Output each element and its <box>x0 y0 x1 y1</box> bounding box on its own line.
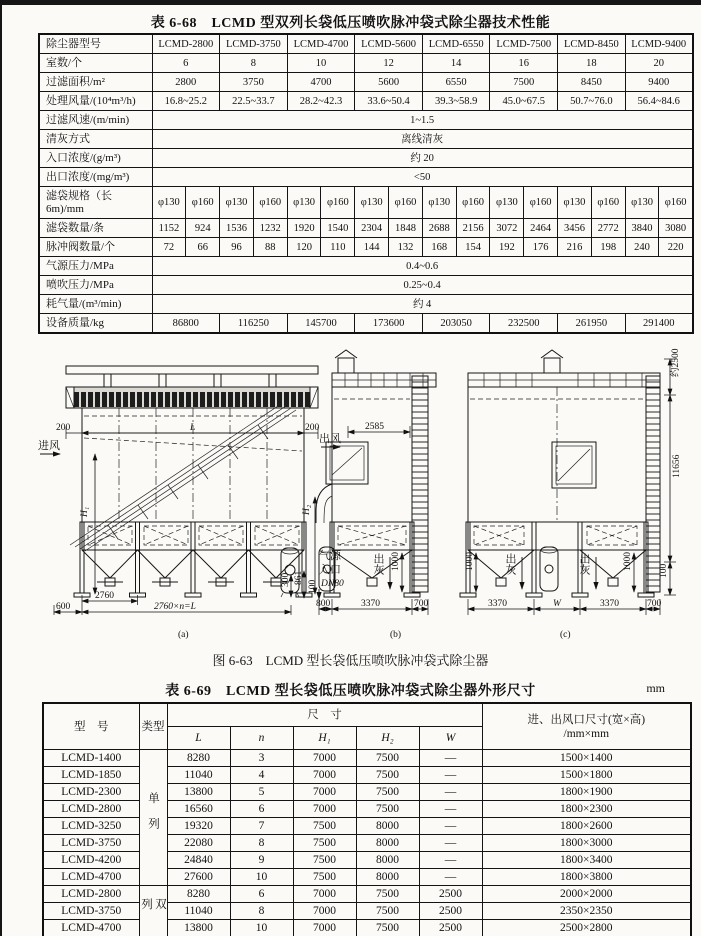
t69-dim-cell: 3 <box>230 750 293 767</box>
t68-cell: φ160 <box>456 187 490 219</box>
t68-cell: 14 <box>422 54 490 73</box>
t69-dim-cell: 7500 <box>293 869 356 886</box>
t68-cell: LCMD-4700 <box>287 34 355 54</box>
t68-row-14 <box>39 314 693 334</box>
t68-cell: 10 <box>287 54 355 73</box>
t68-cell: 232500 <box>490 314 558 334</box>
t68-cell: φ130 <box>558 187 592 219</box>
dim-861: 861 <box>294 570 304 585</box>
t69-dim-cell: 7000 <box>293 767 356 784</box>
t68-row-5 <box>39 130 693 149</box>
t68-cell: 3072 <box>490 219 524 238</box>
t68-row-9 <box>39 219 693 238</box>
t69-port-cell: 1800×1900 <box>482 784 691 801</box>
t68-cell: φ130 <box>287 187 321 219</box>
t69-dim-cell: 2500 <box>419 903 482 920</box>
t68-row-label: 过滤风速/(m/min) <box>39 111 152 130</box>
t68-cell: 216 <box>558 238 592 257</box>
dim-600: 600 <box>56 602 71 612</box>
t69-dim-cell: 24840 <box>167 852 230 869</box>
t69-dim-cell: 7500 <box>293 852 356 869</box>
t69-header-port-line2: /mm×mm <box>563 727 610 740</box>
t68-cell: φ130 <box>152 187 186 219</box>
t68-cell: 168 <box>422 238 456 257</box>
t68-cell: 8450 <box>558 73 626 92</box>
dim-200-right: 200 <box>305 423 320 433</box>
dim-800: 800 <box>316 599 331 609</box>
scan-edge-left <box>0 0 2 936</box>
t69-dim-cell: 2500 <box>419 920 482 936</box>
t68-cell: 4700 <box>287 73 355 92</box>
t69-dim-cell: — <box>419 784 482 801</box>
sublabel-a: (a) <box>178 630 189 640</box>
t68-row-6 <box>39 149 693 168</box>
t69-port-cell: 1500×1400 <box>482 750 691 767</box>
t68-cell: 3840 <box>625 219 659 238</box>
scan-edge-top <box>0 0 701 5</box>
t69-dim-cell: 7500 <box>356 750 419 767</box>
t69-dim-cell: 7000 <box>293 784 356 801</box>
t68-cell: φ130 <box>490 187 524 219</box>
t68-cell: 291400 <box>625 314 693 334</box>
t68-cell: 20 <box>625 54 693 73</box>
t69-port-cell: 2000×2000 <box>482 886 691 903</box>
t69-dim-cell: 7000 <box>293 750 356 767</box>
t69-dim-cell: 11040 <box>167 767 230 784</box>
t68-row-7 <box>39 168 693 187</box>
t69-dim-cell: 7500 <box>356 801 419 818</box>
dim-700-c: 700 <box>647 599 662 609</box>
t69-dim-cell: 7500 <box>356 767 419 784</box>
t69-dim-cell: 7500 <box>356 886 419 903</box>
t69-dim-cell: 10 <box>230 869 293 886</box>
t68-row-label: 出口浓度/(mg/m³) <box>39 168 152 187</box>
body-b <box>332 387 412 522</box>
t69-row <box>43 750 691 767</box>
roof-vent-b <box>335 350 357 358</box>
t68-span-value: 0.25~0.4 <box>152 276 693 295</box>
ash-discharge-c-left: 出灰 <box>504 553 516 575</box>
air-tank-c <box>540 547 558 591</box>
dim-2500: 约2500 <box>671 348 681 377</box>
table-69-unit: mm <box>646 681 665 695</box>
t68-cell: φ160 <box>524 187 558 219</box>
fig-view-a <box>38 366 344 640</box>
t68-span-value: 离线清灰 <box>152 130 693 149</box>
t68-cell: 144 <box>355 238 389 257</box>
t69-port-cell: 1500×1800 <box>482 767 691 784</box>
t68-cell: 1232 <box>253 219 287 238</box>
t68-row-13 <box>39 295 693 314</box>
t69-model-cell: LCMD-4200 <box>43 852 139 869</box>
t69-dim-cell: 5 <box>230 784 293 801</box>
t69-model-cell: LCMD-2800 <box>43 886 139 903</box>
t68-cell: 9400 <box>625 73 693 92</box>
dim-2760n: 2760×n=L <box>154 602 196 612</box>
t69-model-cell: LCMD-1850 <box>43 767 139 784</box>
t69-type-cell: 单列 <box>139 750 167 886</box>
t69-dim-cell: — <box>419 869 482 886</box>
t69-dim-cell: 7000 <box>293 886 356 903</box>
t69-dim-cell: 6 <box>230 801 293 818</box>
ash-discharge-b: 出灰 <box>372 553 384 575</box>
t68-cell: 120 <box>287 238 321 257</box>
t68-row-label: 除尘器型号 <box>39 34 152 54</box>
t68-cell: 203050 <box>422 314 490 334</box>
t68-cell: 1540 <box>321 219 355 238</box>
t69-dim-cell: 7 <box>230 818 293 835</box>
t68-row-2 <box>39 73 693 92</box>
air-source-label-1: 气源 <box>319 550 341 562</box>
t69-header-port-line1: 进、出风口尺寸(宽×高) <box>527 713 646 726</box>
t68-cell: 39.3~58.9 <box>422 92 490 111</box>
t69-dim-cell: 11040 <box>167 903 230 920</box>
dim-L: L <box>190 423 196 433</box>
t69-dim-cell: — <box>419 835 482 852</box>
t69-dim-cell: 8000 <box>356 852 419 869</box>
table-68-title: 表 6-68 LCMD 型双列长袋低压喷吹脉冲袋式除尘器技术性能 <box>150 16 551 31</box>
t68-cell: LCMD-6550 <box>422 34 490 54</box>
dim-3370-c-left: 3370 <box>488 599 507 609</box>
t69-dim-cell: 4 <box>230 767 293 784</box>
t69-header-size: 尺 寸 <box>167 703 482 727</box>
t68-row-1 <box>39 54 693 73</box>
t68-row-label: 处理风量/(10⁴m³/h) <box>39 92 152 111</box>
access-stair <box>70 404 296 551</box>
t68-cell: 2800 <box>152 73 220 92</box>
t68-cell: 154 <box>456 238 490 257</box>
t69-model-cell: LCMD-3750 <box>43 835 139 852</box>
hoppers <box>82 550 304 586</box>
t69-port-cell: 1800×2300 <box>482 801 691 818</box>
sublabel-b: (b) <box>390 630 402 640</box>
t69-dim-cell: 7500 <box>293 818 356 835</box>
fig-view-b <box>308 350 436 640</box>
t68-row-label: 设备质量/kg <box>39 314 152 334</box>
t69-dim-cell: 6 <box>230 886 293 903</box>
t68-row-12 <box>39 276 693 295</box>
t69-dim-cell: 7000 <box>293 801 356 818</box>
t68-cell: 2156 <box>456 219 490 238</box>
t69-port-cell: 1800×2600 <box>482 818 691 835</box>
t68-cell: 72 <box>152 238 186 257</box>
t69-dim-cell: 22080 <box>167 835 230 852</box>
t68-cell: φ160 <box>321 187 355 219</box>
t68-cell: 116250 <box>220 314 288 334</box>
t68-cell: 1920 <box>287 219 321 238</box>
t69-model-cell: LCMD-2800 <box>43 801 139 818</box>
t68-cell: φ160 <box>186 187 220 219</box>
t68-cell: 16 <box>490 54 558 73</box>
t68-span-value: 0.4~0.6 <box>152 257 693 276</box>
t68-row-10 <box>39 238 693 257</box>
t68-cell: 1848 <box>389 219 423 238</box>
air-source-label-2: 入口 <box>319 564 341 576</box>
dim-H1: H₁ <box>80 506 90 517</box>
t68-row-4 <box>39 111 693 130</box>
dim-2760: 2760 <box>95 591 114 601</box>
t68-cell: 16.8~25.2 <box>152 92 220 111</box>
t68-cell: 50.7~76.0 <box>558 92 626 111</box>
t69-type-cell: 双列 <box>139 886 167 936</box>
sublabel-c: (c) <box>560 630 571 640</box>
t68-cell: φ130 <box>220 187 254 219</box>
outlet-label: 出风 <box>319 433 341 445</box>
t69-port-cell: 1800×3000 <box>482 835 691 852</box>
t68-cell: LCMD-3750 <box>220 34 288 54</box>
t69-header-port <box>482 703 691 750</box>
t69-model-cell: LCMD-3750 <box>43 903 139 920</box>
t68-cell: φ160 <box>591 187 625 219</box>
table-69 <box>42 702 692 936</box>
t69-dim-cell: — <box>419 818 482 835</box>
t68-cell: φ160 <box>659 187 693 219</box>
t68-row-label: 入口浓度/(g/m³) <box>39 149 152 168</box>
t68-cell: LCMD-2800 <box>152 34 220 54</box>
t68-cell: 1152 <box>152 219 186 238</box>
t69-model-cell: LCMD-1400 <box>43 750 139 767</box>
t68-row-0 <box>39 34 693 54</box>
t68-cell: 66 <box>186 238 220 257</box>
t68-cell: 176 <box>524 238 558 257</box>
t69-dim-cell: 8000 <box>356 835 419 852</box>
t68-cell: 192 <box>490 238 524 257</box>
dim-DN80: DN80 <box>321 579 344 589</box>
table-68 <box>38 33 694 334</box>
t68-cell: 6550 <box>422 73 490 92</box>
t69-dim-cell: 8000 <box>356 869 419 886</box>
t69-dim-cell: 7000 <box>293 920 356 936</box>
dim-3370-b: 3370 <box>361 599 380 609</box>
t68-cell: 7500 <box>490 73 558 92</box>
t68-row-label: 耗气量/(m³/min) <box>39 295 152 314</box>
t69-dim-cell: 19320 <box>167 818 230 835</box>
dim-W: W <box>553 599 561 609</box>
dim-11656: 11656 <box>672 454 682 478</box>
t68-row-label: 脉冲阀数量/个 <box>39 238 152 257</box>
t68-cell: 96 <box>220 238 254 257</box>
t68-cell: φ130 <box>355 187 389 219</box>
t69-dim-cell: 9 <box>230 852 293 869</box>
t69-dim-cell: 8000 <box>356 818 419 835</box>
t68-row-label: 过滤面积/m² <box>39 73 152 92</box>
roof-vent-c <box>541 350 563 358</box>
t68-row-label: 清灰方式 <box>39 130 152 149</box>
t69-header-H2: H₂ <box>356 727 419 750</box>
t68-cell: 145700 <box>287 314 355 334</box>
ash-discharge-c-right: 出灰 <box>578 553 590 575</box>
t68-cell: 110 <box>321 238 355 257</box>
t68-cell: 220 <box>659 238 693 257</box>
t69-header-H1: H₁ <box>293 727 356 750</box>
figure-caption: 图 6-63 LCMD 型长袋低压喷吹脉冲袋式除尘器 <box>212 653 489 668</box>
t68-cell: 18 <box>558 54 626 73</box>
t68-cell: 2772 <box>591 219 625 238</box>
t69-model-cell: LCMD-3250 <box>43 818 139 835</box>
t69-dim-cell: 8 <box>230 835 293 852</box>
t69-dim-cell: — <box>419 852 482 869</box>
figure-6-63 <box>38 347 693 641</box>
t69-port-cell: 1800×3400 <box>482 852 691 869</box>
top-rail <box>66 366 318 374</box>
t68-cell: 3750 <box>220 73 288 92</box>
t69-header-W: W <box>419 727 482 750</box>
t69-dim-cell: — <box>419 750 482 767</box>
t68-cell: 1536 <box>220 219 254 238</box>
t68-cell: LCMD-7500 <box>490 34 558 54</box>
table-69-title: 表 6-69 LCMD 型长袋低压喷吹脉冲袋式除尘器外形尺寸 <box>165 684 536 699</box>
t68-cell: 240 <box>625 238 659 257</box>
t68-cell: 28.2~42.3 <box>287 92 355 111</box>
dim-H2: H₂ <box>302 504 312 515</box>
t69-model-cell: LCMD-2300 <box>43 784 139 801</box>
t68-cell: 6 <box>152 54 220 73</box>
dim-2585: 2585 <box>365 422 384 432</box>
t68-row-11 <box>39 257 693 276</box>
t68-cell: 2688 <box>422 219 456 238</box>
t69-dim-cell: 10 <box>230 920 293 936</box>
t69-dim-cell: 13800 <box>167 920 230 936</box>
dim-3370-c-right: 3370 <box>600 599 619 609</box>
t68-cell: 33.6~50.4 <box>355 92 423 111</box>
t69-dim-cell: — <box>419 801 482 818</box>
t68-cell: 198 <box>591 238 625 257</box>
t69-dim-cell: 8280 <box>167 886 230 903</box>
t69-header-model: 型 号 <box>43 703 139 750</box>
t69-dim-cell: 27600 <box>167 869 230 886</box>
t68-row-label: 气源压力/MPa <box>39 257 152 276</box>
t69-dim-cell: 13800 <box>167 784 230 801</box>
t68-span-value: <50 <box>152 168 693 187</box>
dim-300: 300 <box>281 572 291 587</box>
t69-dim-cell: 16560 <box>167 801 230 818</box>
t69-dim-cell: 8280 <box>167 750 230 767</box>
t68-cell: 924 <box>186 219 220 238</box>
t69-dim-cell: 2500 <box>419 886 482 903</box>
t68-cell: 3080 <box>659 219 693 238</box>
dim-200-left: 200 <box>56 423 71 433</box>
t68-cell: LCMD-5600 <box>355 34 423 54</box>
t69-dim-cell: 8 <box>230 903 293 920</box>
t68-cell: 2304 <box>355 219 389 238</box>
t69-dim-cell: 7500 <box>356 784 419 801</box>
dim-100-c: 100 <box>659 563 669 578</box>
dim-100-b: 100 <box>308 579 318 594</box>
t69-dim-cell: — <box>419 767 482 784</box>
t69-dim-cell: 7500 <box>356 920 419 936</box>
dim-1000-b: 1000 <box>391 552 401 571</box>
inlet-label: 进风 <box>38 440 60 452</box>
dim-700-b: 700 <box>414 599 429 609</box>
t69-port-cell: 2500×2800 <box>482 920 691 936</box>
t69-model-cell: LCMD-4700 <box>43 920 139 936</box>
t68-span-value: 1~1.5 <box>152 111 693 130</box>
t69-header-L: L <box>167 727 230 750</box>
hopper-bracing <box>88 526 299 545</box>
t68-cell: 12 <box>355 54 423 73</box>
t68-cell: 22.5~33.7 <box>220 92 288 111</box>
t68-cell: 86800 <box>152 314 220 334</box>
t69-dim-cell: 7000 <box>293 903 356 920</box>
t68-cell: φ130 <box>625 187 659 219</box>
t68-cell: φ160 <box>389 187 423 219</box>
t68-cell: 3456 <box>558 219 592 238</box>
t68-cell: 5600 <box>355 73 423 92</box>
t69-header-n: n <box>230 727 293 750</box>
t68-cell: 132 <box>389 238 423 257</box>
t68-row-label: 滤袋数量/条 <box>39 219 152 238</box>
t69-row <box>43 886 691 903</box>
dim-1000-c-left: 1000 <box>465 552 475 571</box>
t68-row-label: 滤袋规格（长 6m)/mm <box>39 187 152 219</box>
t68-cell: 173600 <box>355 314 423 334</box>
t68-cell: 261950 <box>558 314 626 334</box>
t68-cell: 45.0~67.5 <box>490 92 558 111</box>
t68-cell: φ160 <box>253 187 287 219</box>
t68-cell: φ130 <box>422 187 456 219</box>
t68-cell: LCMD-9400 <box>625 34 693 54</box>
dim-1000-c-right: 1000 <box>623 552 633 571</box>
pulse-valve-row <box>74 387 310 408</box>
t68-cell: 2464 <box>524 219 558 238</box>
t68-row-3 <box>39 92 693 111</box>
t68-cell: 88 <box>253 238 287 257</box>
t68-row-label: 室数/个 <box>39 54 152 73</box>
t69-header-type: 类型 <box>139 703 167 750</box>
t68-cell: 8 <box>220 54 288 73</box>
t69-port-cell: 2350×2350 <box>482 903 691 920</box>
t68-row-label: 喷吹压力/MPa <box>39 276 152 295</box>
t69-port-cell: 1800×3800 <box>482 869 691 886</box>
t69-model-cell: LCMD-4700 <box>43 869 139 886</box>
t68-row-8 <box>39 187 693 219</box>
t68-span-value: 约 4 <box>152 295 693 314</box>
fig-view-c <box>460 348 682 640</box>
t68-span-value: 约 20 <box>152 149 693 168</box>
t68-cell: LCMD-8450 <box>558 34 626 54</box>
t69-dim-cell: 7500 <box>293 835 356 852</box>
t69-dim-cell: 7500 <box>356 903 419 920</box>
t68-cell: 56.4~84.6 <box>625 92 693 111</box>
